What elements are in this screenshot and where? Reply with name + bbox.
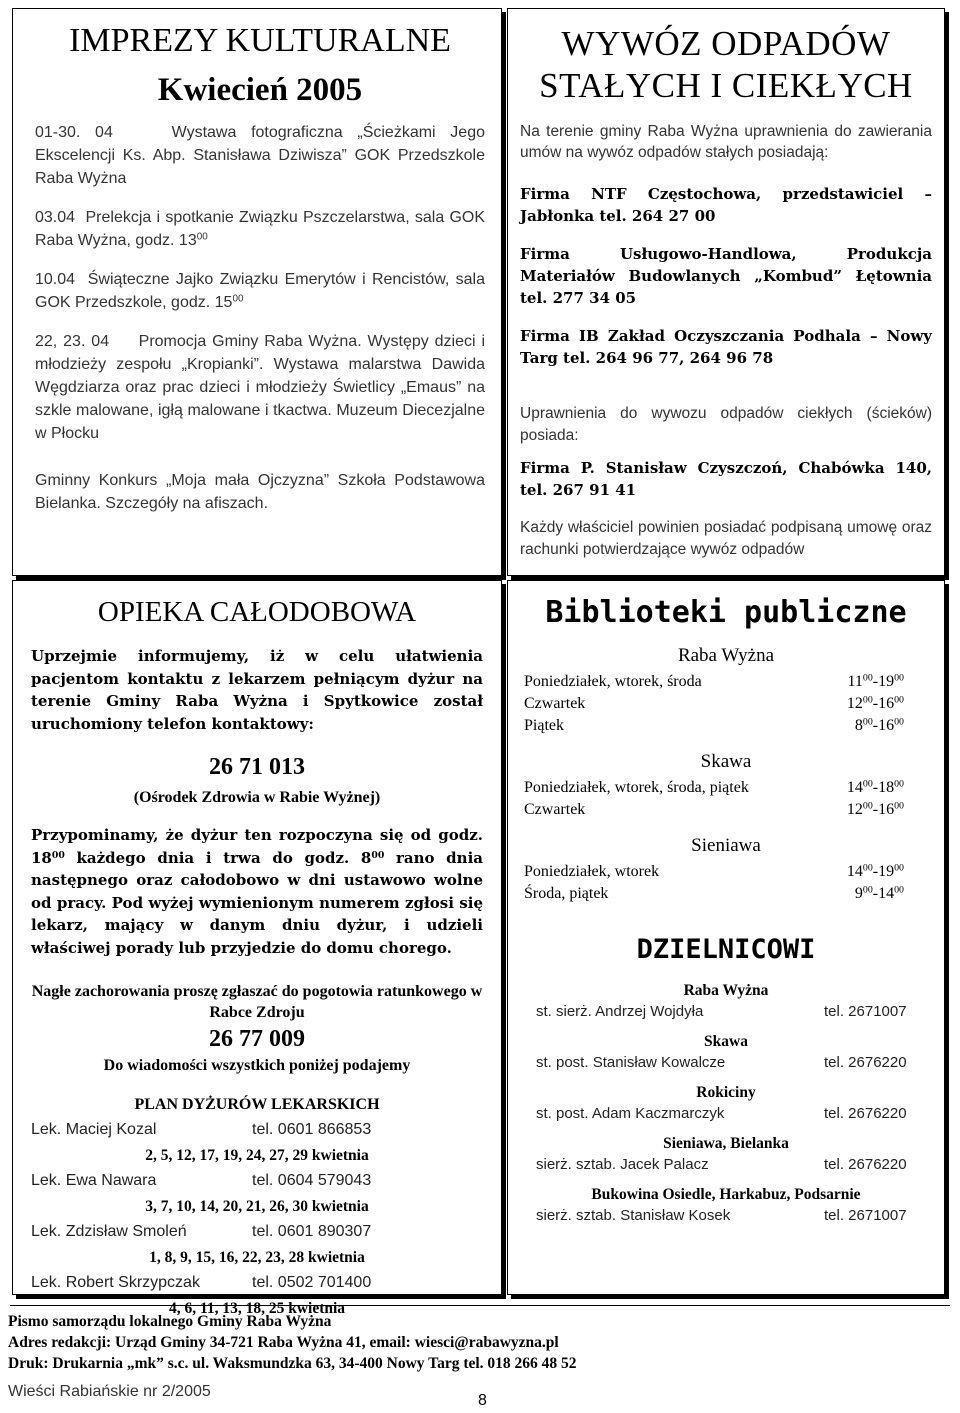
officer-name: st. post. Adam Kaczmarczyk [536,1105,725,1122]
event-item [35,268,485,314]
hour-from: 12 [846,801,863,818]
library-hours: $14^{00}-19^{00}$ [846,862,904,880]
library-days: Poniedziałek, wtorek, środa, piątek [524,779,749,796]
doctor-row [31,1273,483,1294]
info-note: Do wiadomości wszystkich poniżej podajemy [103,1057,411,1074]
minute-sup: 00 [862,672,873,684]
hour-to: 16 [878,801,895,818]
cultural-events-box [12,8,502,576]
minute-sup: 00 [862,884,873,896]
officer-area: Rokiciny [696,1084,756,1101]
library-hours-row [524,883,928,905]
waste-note: Każdy właściciel powinien posiadać podpisaną umowę oraz rachunki potwierdzające wywóz odpadów [520,519,932,558]
minute-sup: 00 [894,884,904,896]
doctor-days: 2, 5, 12, 17, 19, 24, 27, 29 kwietnia [145,1147,369,1164]
waste-firm: Firma NTF Częstochowa, przedstawiciel – Jabłonka tel. 264 27 00 [520,185,932,225]
liquid-waste-intro: Uprawnienia do wywozu odpadów ciekłych (ścieków) posiada: [520,405,932,444]
officer-name: sierż. sztab. Stanisław Kosek [536,1207,731,1224]
library-days: Piątek [524,717,564,734]
minute-sup: 00 [862,694,873,706]
events-heading: IMPREZY KULTURALNE [69,22,451,59]
doctor-name: Lek. Robert Skrzypczak [31,1274,200,1291]
library-days: Poniedziałek, wtorek [524,863,660,880]
care-phone-note: (Ośrodek Zdrowia w Rabie Wyżnej) [133,789,381,806]
event-contest: Gminny Konkurs „Moja mała Ojczyzna” Szkoła Podstawowa Bielanka. Szczegóły na afiszach. [35,472,485,512]
library-location: Raba Wyżna [677,645,775,666]
care-phone: 26 71 013 [209,754,305,780]
emergency-phone: 26 77 009 [209,1026,305,1052]
officer-phone: tel. 2671007 [824,1207,907,1224]
doctor-phone: tel. 0604 579043 [252,1172,372,1189]
hour-to: 18 [878,779,895,796]
care-reminder-part: rano dnia następnego oraz całodobowo w dni ustawowo wolne od pracy. Pod wyżej wymienionym numerem zgłosi się lekarz, mający w danym dniu dyżur, i udzieli właściwej porady lub przyjedzie do domu chorego. [31,848,483,957]
hour-to: 14 [878,885,895,902]
doctor-name: Lek. Zdzisław Smoleń [31,1223,187,1240]
library-hours: $12^{00}-16^{00}$ [846,694,904,712]
library-hours: $9^{00}-14^{00}$ [854,884,904,902]
hour-to: 16 [878,695,895,712]
event-text: Wystawa fotograficzna „Ścieżkami Jego Ekscelencji Ks. Abp. Stanisława Dziwisza” GOK Przedszkole Raba Wyżna [35,124,485,187]
care-intro: Uprzejmie informujemy, iż w celu ułatwienia pacjentom kontaktu z lekarzem pełniącym dyżur na terenie Gminy Raba Wyżna i Spytkowice został uruchomiony telefon kontaktowy: [31,647,483,733]
event-date: 22, 23. 04 [35,333,110,350]
officer-area: Sieniawa, Bielanka [663,1135,789,1152]
officer-row [524,1001,928,1022]
time-sup: 00 [371,849,385,861]
officer-phone: tel. 2671007 [824,1003,907,1020]
care-reminder [31,824,483,959]
library-location: Skawa [700,751,752,772]
officer-name: st. sierż. Andrzej Wojdyła [536,1003,704,1020]
doctor-days: 3, 7, 10, 14, 20, 21, 26, 30 kwietnia [145,1198,369,1215]
library-location: Sieniawa [691,835,761,856]
doctor-days: 1, 8, 9, 15, 16, 22, 23, 28 kwietnia [149,1249,365,1266]
officer-phone: tel. 2676220 [824,1054,907,1071]
library-days: Środa, piątek [524,885,609,902]
minute-sup: 00 [862,778,873,790]
library-days: Poniedziałek, wtorek, środa [524,673,702,690]
library-hours: $14^{00}-18^{00}$ [846,778,904,796]
waste-heading-line2: STAŁYCH I CIEKŁYCH [539,66,913,105]
care-reminder-part: każdego dnia i trwa do godz. 8 [64,848,372,867]
medical-care-box [12,580,502,1317]
libraries-box [507,580,945,1295]
library-days: Czwartek [524,801,586,818]
waste-firm: Firma IB Zakład Oczyszczania Podhala – Nowy Targ tel. 264 96 77, 264 96 78 [520,327,932,367]
emergency-note: Nagłe zachorowania proszę zgłaszać do pogotowia ratunkowego w Rabce Zdroju [31,983,483,1021]
officer-area: Raba Wyżna [683,982,769,999]
event-item [35,121,485,190]
library-hours: $8^{00}-16^{00}$ [854,716,904,734]
officer-row [524,1103,928,1124]
officer-row [524,1205,928,1226]
minute-sup: 00 [862,862,873,874]
event-time-sup: 00 [232,293,244,305]
doctor-name: Lek. Ewa Nawara [31,1172,157,1189]
officer-area: Bukowina Osiedle, Harkabuz, Podsarnie [591,1186,861,1203]
officer-area: Skawa [704,1033,748,1050]
library-days: Czwartek [524,695,586,712]
minute-sup: 00 [894,716,904,728]
minute-sup: 00 [894,694,904,706]
event-text: Świąteczne Jajko Związku Emerytów i Rencistów, sala GOK Przedszkole, godz. 15 [35,271,486,311]
event-item [35,330,485,445]
plan-title: PLAN DYŻURÓW LEKARSKICH [134,1096,380,1113]
minute-sup: 00 [894,862,904,874]
waste-heading-line1: WYWÓZ ODPADÓW [561,24,891,63]
footer-rule [10,1305,950,1306]
library-hours-row [524,693,928,715]
doctor-phone: tel. 0601 866853 [252,1121,372,1138]
library-hours: $12^{00}-16^{00}$ [846,800,904,818]
doctor-days: 4, 6, 11, 13, 18, 25 kwietnia [168,1300,346,1317]
event-date: 10.04 [35,271,76,288]
doctor-row [31,1120,483,1141]
officer-phone: tel. 2676220 [824,1105,907,1122]
issue-label: Wieści Rabiańskie nr 2/2005 [8,1383,211,1400]
footer-line: Adres redakcji: Urząd Gminy 34-721 Raba Wyżna 41, email: wiesci@rabawyzna.pl [8,1334,559,1351]
officer-name: sierż. sztab. Jacek Palacz [536,1156,709,1173]
officer-name: st. post. Stanisław Kowalcze [536,1054,726,1071]
minute-sup: 00 [894,800,904,812]
library-hours-row [524,671,928,693]
officer-row [524,1052,928,1073]
care-reminder-part: Przypominamy, że dyżur ten rozpoczyna się od godz. 18 [31,826,483,867]
hour-to: 16 [878,717,895,734]
event-item [35,206,485,252]
doctor-row [31,1222,483,1243]
officer-row [524,1154,928,1175]
minute-sup: 00 [894,672,904,684]
hour-from: 11 [847,673,863,690]
minute-sup: 00 [862,800,873,812]
event-time-sup: 00 [196,231,208,243]
library-hours-row [524,799,928,821]
hour-from: 9 [854,885,863,902]
footer [8,1311,948,1374]
doctor-phone: tel. 0502 701400 [252,1274,372,1291]
library-hours-row [524,715,928,737]
care-heading: OPIEKA CAŁODOBOWA [97,596,417,628]
libraries-heading: Biblioteki publiczne [545,595,907,630]
hour-to: 19 [878,863,895,880]
page-number: 8 [478,1392,487,1409]
waste-firm: Firma Usługowo-Handlowa, Produkcja Materiałów Budowlanych „Kombud” Łętownia tel. 277 34 05 [520,245,932,307]
hour-from: 14 [846,863,863,880]
hour-from: 8 [854,717,863,734]
minute-sup: 00 [862,716,873,728]
doctor-row [31,1171,483,1192]
hour-from: 14 [846,779,863,796]
event-date: 01-30. 04 [35,124,113,141]
footer-line: Druk: Drukarnia „mk” s.c. ul. Waksmundzka 63, 34-400 Nowy Targ tel. 018 266 48 52 [8,1355,577,1372]
hour-to: 19 [878,673,895,690]
liquid-waste-firm: Firma P. Stanisław Czyszczoń, Chabówka 140, tel. 267 91 41 [520,459,932,499]
waste-intro: Na terenie gminy Raba Wyżna uprawnienia do zawierania umów na wywóz odpadów stałych posiadają: [520,123,932,161]
officer-phone: tel. 2676220 [824,1156,907,1173]
waste-disposal-box [507,8,945,576]
footer-line: Pismo samorządu lokalnego Gminy Raba Wyżna [8,1313,332,1330]
events-month: Kwiecień 2005 [157,72,363,108]
hour-from: 12 [846,695,863,712]
minute-sup: 00 [894,778,904,790]
event-text: Promocja Gminy Raba Wyżna. Występy dzieci i młodzieży zespołu „Kropianki”. Wystawa malarstwa Dawida Węgdziarza oraz prac dzieci i młodzieży Świetlicy „Emaus” na szkle malowane, igłą malowane i tkactwa. Muzeum Diecezjalne w Płocku [35,333,486,442]
doctor-name: Lek. Maciej Kozal [31,1121,157,1138]
officers-heading: DZIELNICOWI [636,934,816,965]
event-text: Prelekcja i spotkanie Związku Pszczelarstwa, sala GOK Raba Wyżna, godz. 13 [35,209,485,249]
library-hours-row [524,861,928,883]
time-sup: 00 [51,849,65,861]
library-hours-row [524,777,928,799]
event-date: 03.04 [35,209,76,226]
doctor-phone: tel. 0601 890307 [252,1223,372,1240]
library-hours: $11^{00}-19^{00}$ [847,672,904,690]
